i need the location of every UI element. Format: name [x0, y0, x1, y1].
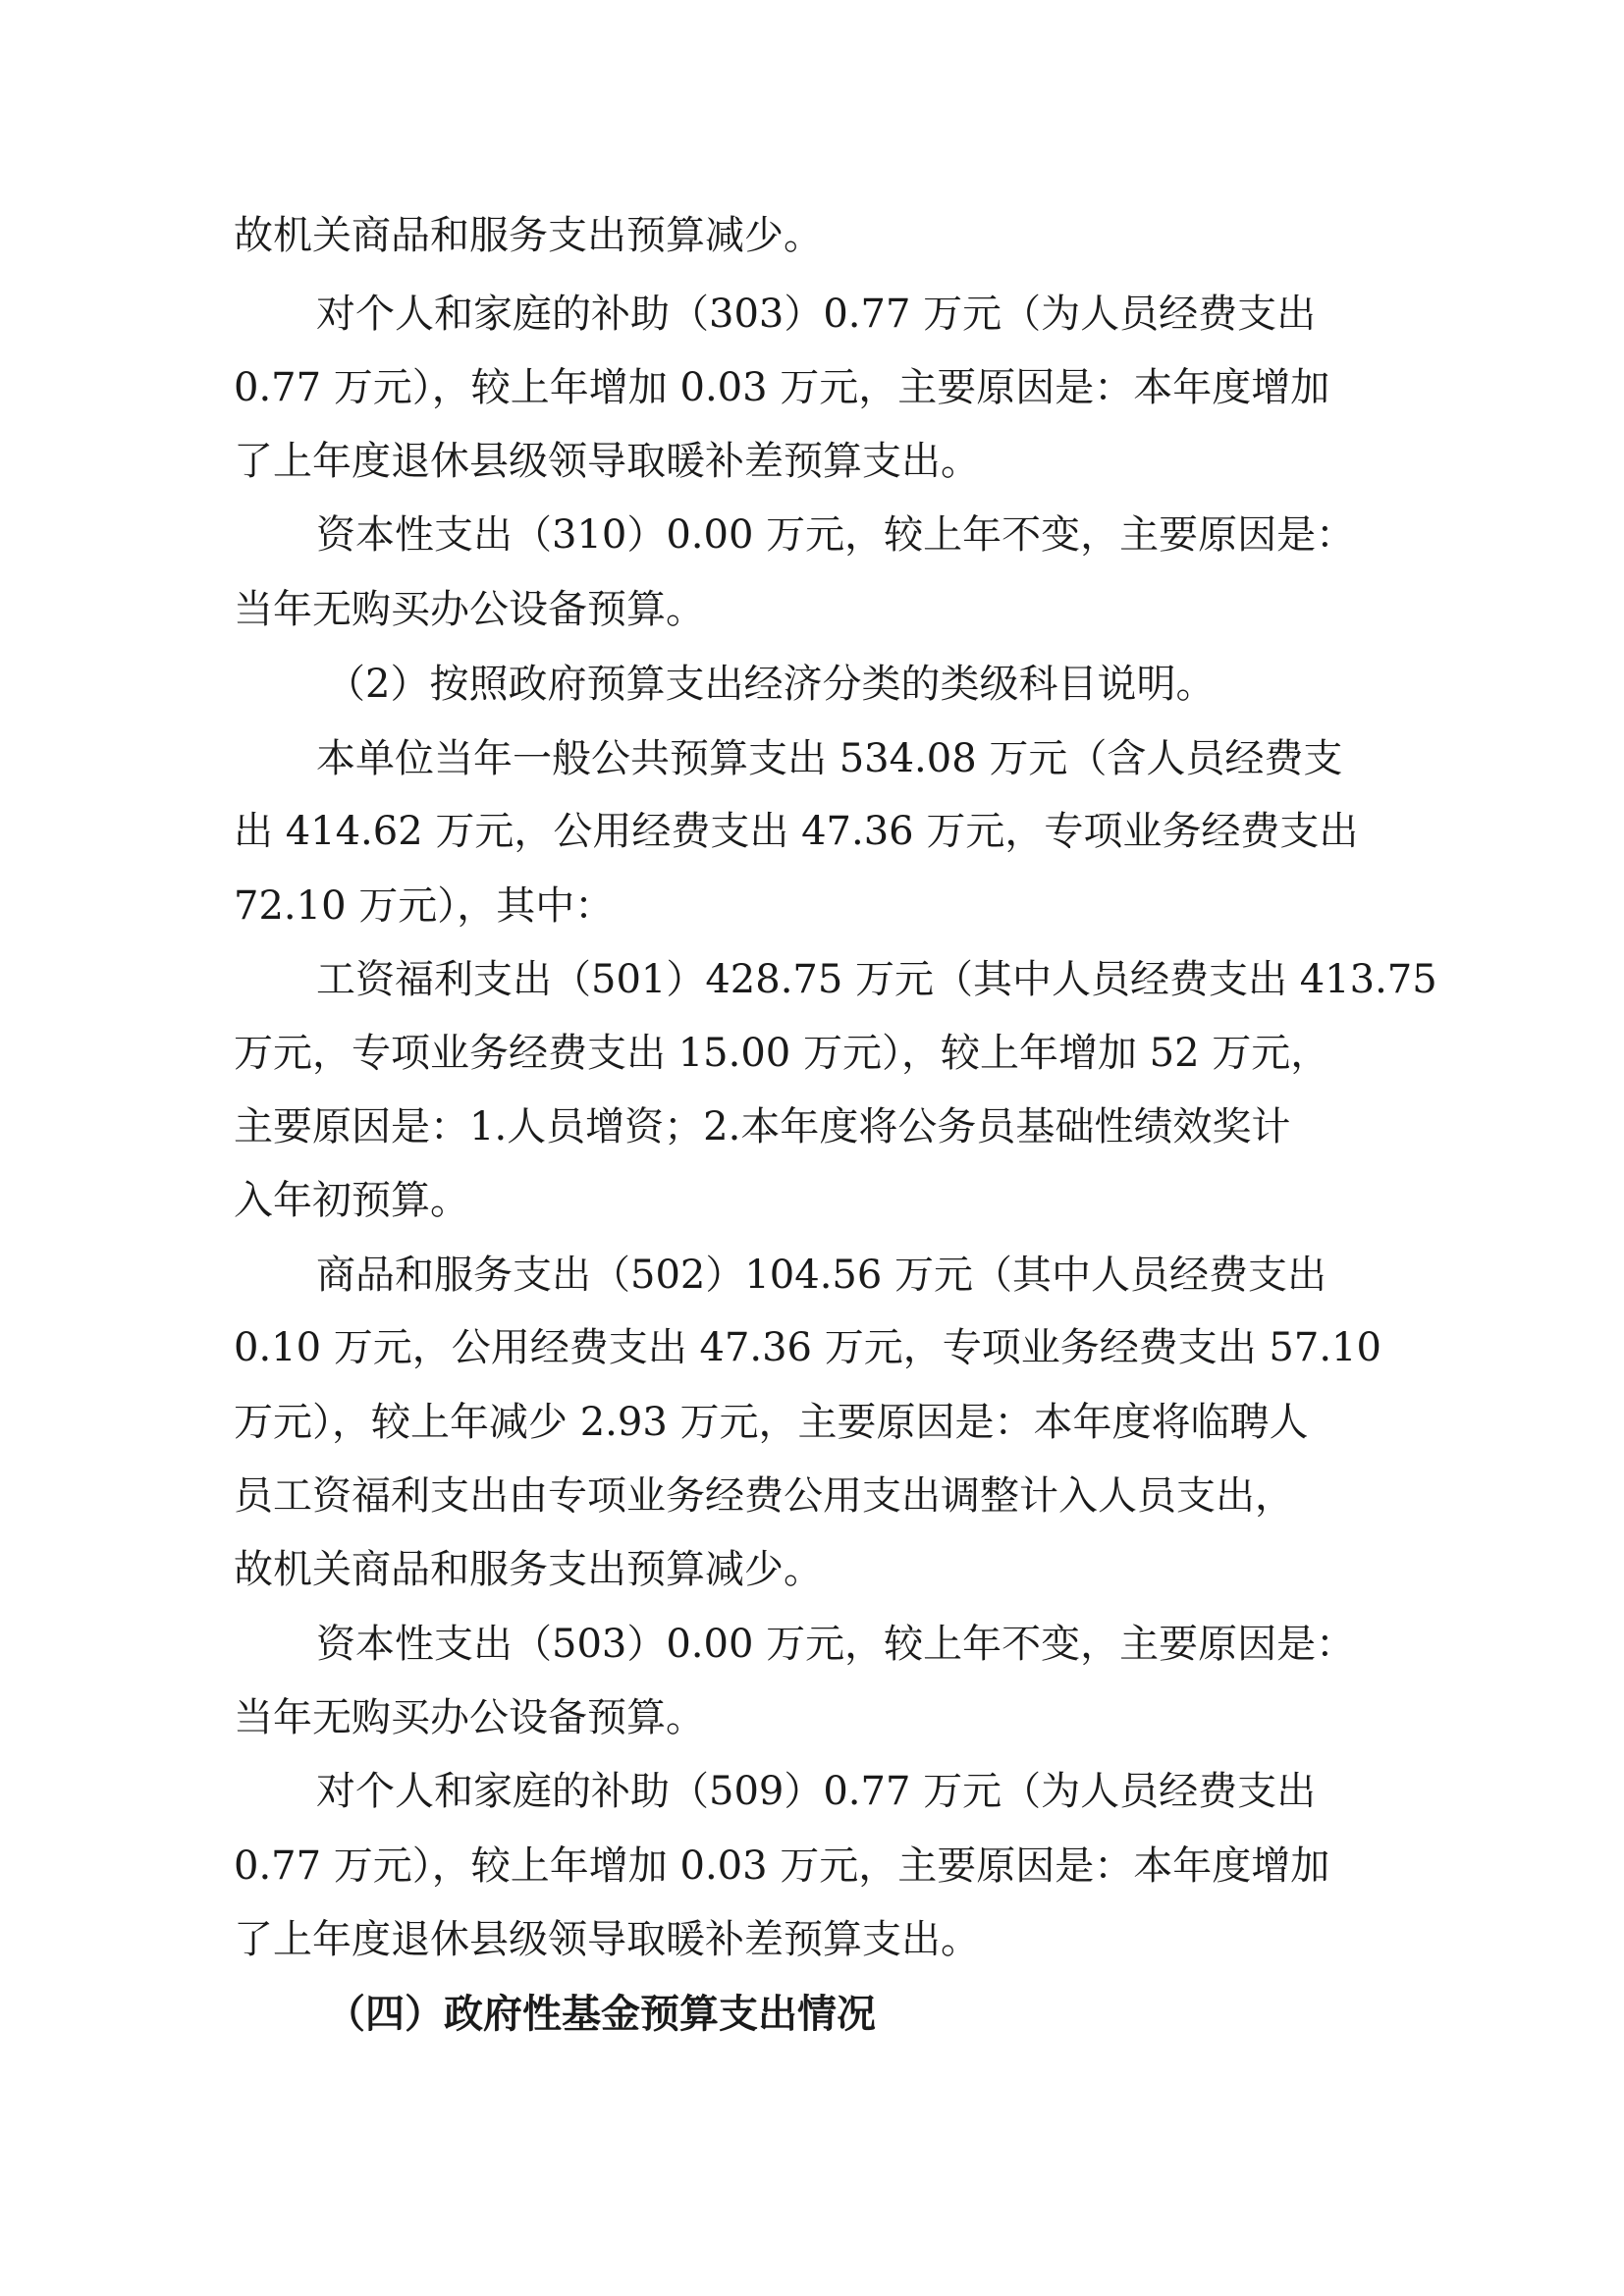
- text-line: 工资福利支出（501）428.75 万元（其中人员经费支出 413.75: [316, 957, 1437, 1002]
- text-line: 对个人和家庭的补助（509）0.77 万元（为人员经费支出: [316, 1769, 1317, 1814]
- text-line: 资本性支出（503）0.00 万元，较上年不变，主要原因是：: [316, 1622, 1356, 1667]
- section-heading: （2）按照政府预算支出经济分类的类级科目说明。: [326, 662, 1216, 707]
- text-line: 了上年度退休县级领导取暖补差预算支出。: [234, 439, 980, 484]
- text-line: 当年无购买办公设备预算。: [234, 587, 705, 632]
- text-line: 故机关商品和服务支出预算减少。: [234, 213, 823, 258]
- text-line: 员工资福利支出由专项业务经费公用支出调整计入人员支出，: [234, 1473, 1294, 1519]
- text-line: 入年初预算。: [234, 1178, 469, 1223]
- text-line: 当年无购买办公设备预算。: [234, 1695, 705, 1740]
- text-line: 主要原因是：1.人员增资；2.本年度将公务员基础性绩效奖计: [234, 1104, 1291, 1149]
- text-line: 0.10 万元，公用经费支出 47.36 万元，专项业务经费支出 57.10: [234, 1325, 1381, 1370]
- text-line: 商品和服务支出（502）104.56 万元（其中人员经费支出: [316, 1253, 1327, 1298]
- text-line: 对个人和家庭的补助（303）0.77 万元（为人员经费支出: [316, 292, 1317, 337]
- text-line: 0.77 万元），较上年增加 0.03 万元，主要原因是：本年度增加: [234, 1843, 1330, 1889]
- text-line: 万元，专项业务经费支出 15.00 万元），较上年增加 52 万元，: [234, 1031, 1330, 1076]
- text-line: 故机关商品和服务支出预算减少。: [234, 1547, 823, 1592]
- text-line: 万元），较上年减少 2.93 万元，主要原因是：本年度将临聘人: [234, 1400, 1309, 1445]
- text-line: 出 414.62 万元，公用经费支出 47.36 万元，专项业务经费支出: [234, 809, 1359, 854]
- section-heading: （四）政府性基金预算支出情况: [326, 1992, 876, 2037]
- text-line: 0.77 万元），较上年增加 0.03 万元，主要原因是：本年度增加: [234, 365, 1330, 410]
- text-line: 资本性支出（310）0.00 万元，较上年不变，主要原因是：: [316, 512, 1356, 558]
- text-line: 了上年度退休县级领导取暖补差预算支出。: [234, 1917, 980, 1962]
- text-line: 72.10 万元），其中：: [234, 883, 615, 929]
- text-line: 本单位当年一般公共预算支出 534.08 万元（含人员经费支: [316, 736, 1343, 781]
